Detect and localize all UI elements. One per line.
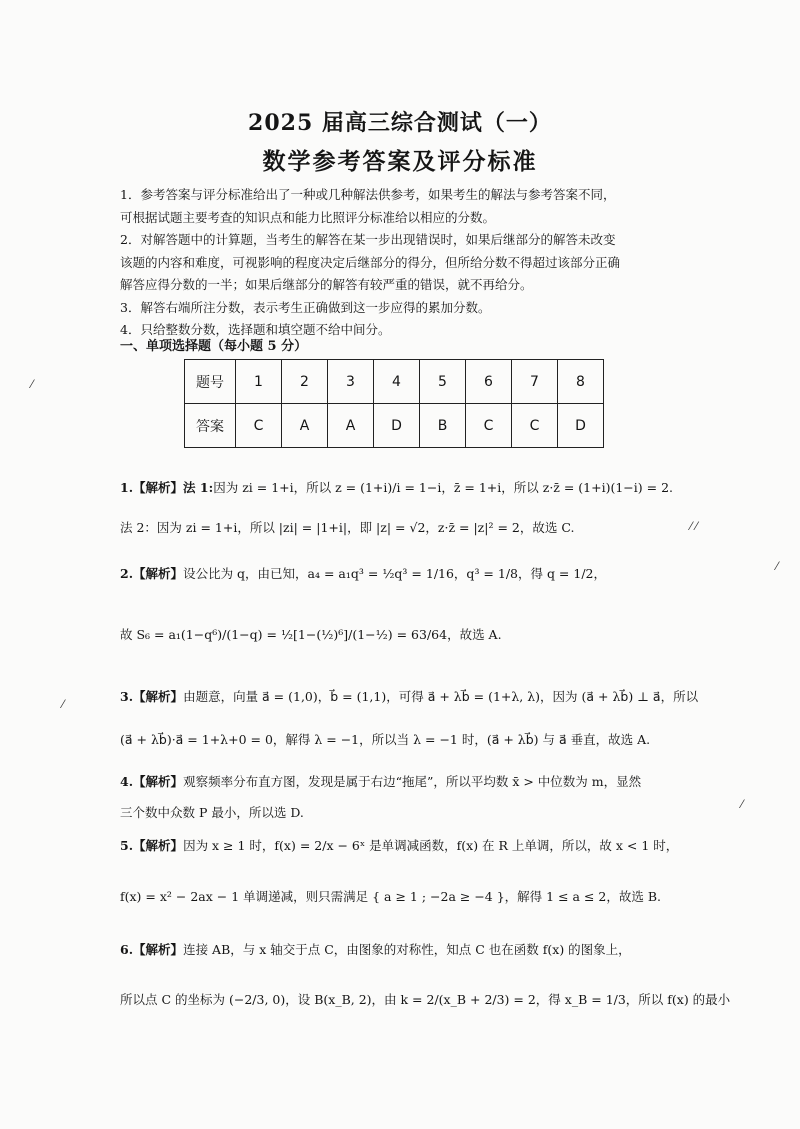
rule-line: 3．解答右端所注分数，表示考生正确做到这一步应得的累加分数。 — [120, 299, 491, 315]
solution-3-text: 由题意，向量 a⃗ = (1,0)，b⃗ = (1,1)，可得 a⃗ + λb⃗ = (1+λ, λ)，因为 (a⃗ + λb⃗) ⊥ a⃗，所以 — [183, 689, 699, 704]
answer-table — [184, 359, 604, 448]
rule-line: 1．参考答案与评分标准给出了一种或几种解法供参考，如果考生的解法与参考答案不同， — [120, 187, 616, 202]
solution-1-text: 因为 zi = 1+i，所以 z = (1+i)/i = 1−i，z̄ = 1+i，所以 z·z̄ = (1+i)(1−i) = 2. — [213, 480, 674, 495]
solution-6-line-2: 所以点 C 的坐标为 (−2/3, 0)，设 B(x_B, 2)，由 k = 2/(x_B + 2/3) = 2，得 x_B = 1/3，所以 f(x) 的最小 — [120, 992, 731, 1007]
solution-1-line-2: 法 2：因为 zi = 1+i，所以 |zi| = |1+i|，即 |z| = √2，z·z̄ = |z|² = 2，故选 C. — [120, 520, 575, 535]
question-number: 3 — [328, 360, 374, 404]
solution-4-text: 观察频率分布直方图，发现是属于右边“拖尾”，所以平均数 x̄ > 中位数为 m，显然 — [183, 774, 642, 789]
solution-1-tag: 1.【解析】法 1: — [120, 480, 214, 495]
solution-2-line-2: 故 S₆ = a₁(1−q⁶)/(1−q) = ½[1−(½)⁶]/(1−½) = 63/64，故选 A. — [120, 627, 502, 642]
answer-cell: C — [466, 404, 512, 448]
rule-line: 该题的内容和难度，可视影响的程度决定后继部分的得分，但所给分数不得超过该部分正确 — [120, 254, 621, 270]
rule-line: 2．对解答题中的计算题，当考生的解答在某一步出现错误时，如果后继部分的解答未改变 — [120, 232, 616, 247]
question-number: 7 — [512, 360, 558, 404]
solution-3-line-2: (a⃗ + λb⃗)·a⃗ = 1+λ+0 = 0，解得 λ = −1，所以当 λ = −1 时，(a⃗ + λb⃗) 与 a⃗ 垂直，故选 A. — [120, 732, 651, 747]
question-number: 1 — [236, 360, 282, 404]
answer-cell: C — [236, 404, 282, 448]
answer-cell: D — [374, 404, 420, 448]
rule-line: 可根据试题主要考查的知识点和能力比照评分标准给以相应的分数。 — [120, 209, 496, 225]
pen-mark: ⁄ — [776, 560, 778, 573]
solution-5-line-1 — [120, 836, 695, 854]
answer-key-subtitle: 数学参考答案及评分标准 — [262, 148, 538, 175]
solution-1-line-1 — [120, 478, 695, 496]
solution-3-tag: 3.【解析】 — [120, 689, 184, 704]
answer-cell: D — [558, 404, 604, 448]
question-number-row — [185, 360, 604, 404]
answer-cell: C — [512, 404, 558, 448]
solution-2-text: 设公比为 q，由已知，a₄ = a₁q³ = ½q³ = 1/16，q³ = 1/8，得 q = 1/2， — [183, 566, 607, 581]
question-number: 2 — [282, 360, 328, 404]
section-heading-single-choice: 一、单项选择题（每小题 5 分） — [120, 339, 308, 354]
solution-4-line-1 — [120, 772, 695, 790]
answer-row — [185, 404, 604, 448]
row-label-answer: 答案 — [185, 404, 236, 448]
question-number: 5 — [420, 360, 466, 404]
pen-mark: ⁄ — [741, 798, 743, 811]
row-label-question-number: 题号 — [185, 360, 236, 404]
solution-5-text: 因为 x ≥ 1 时，f(x) = 2/x − 6ˣ 是单调减函数，f(x) 在 R 上单调，所以，故 x < 1 时， — [183, 838, 679, 853]
solution-5-tag: 5.【解析】 — [120, 838, 184, 853]
question-number: 6 — [466, 360, 512, 404]
exam-title: 2025 届高三综合测试（一） — [248, 110, 552, 136]
pen-mark: ⁄ — [62, 698, 64, 711]
grading-rules — [120, 184, 690, 342]
solution-2-line-1 — [120, 564, 695, 582]
question-number: 8 — [558, 360, 604, 404]
solution-6-line-1 — [120, 940, 695, 958]
answer-cell: A — [282, 404, 328, 448]
pen-mark: ⁄ ⁄ — [690, 520, 698, 533]
solution-3-line-1 — [120, 687, 699, 705]
pen-mark: ⁄ — [31, 378, 33, 391]
question-number: 4 — [374, 360, 420, 404]
solution-4-line-2: 三个数中众数 P 最小，所以选 D. — [120, 805, 304, 820]
rule-line: 解答应得分数的一半；如果后继部分的解答有较严重的错误，就不再给分。 — [120, 277, 533, 292]
solution-4-tag: 4.【解析】 — [120, 774, 184, 789]
answer-cell: A — [328, 404, 374, 448]
solution-6-tag: 6.【解析】 — [120, 942, 184, 957]
solution-2-tag: 2.【解析】 — [120, 566, 184, 581]
solution-6-text: 连接 AB，与 x 轴交于点 C，由图象的对称性，知点 C 也在函数 f(x) 的图象上， — [183, 942, 631, 957]
answer-cell: B — [420, 404, 466, 448]
rule-line: 4．只给整数分数，选择题和填空题不给中间分。 — [120, 322, 391, 337]
solution-5-line-2: f(x) = x² − 2ax − 1 单调递减，则只需满足 { a ≥ 1 ; −2a ≥ −4 }，解得 1 ≤ a ≤ 2，故选 B. — [120, 889, 661, 904]
